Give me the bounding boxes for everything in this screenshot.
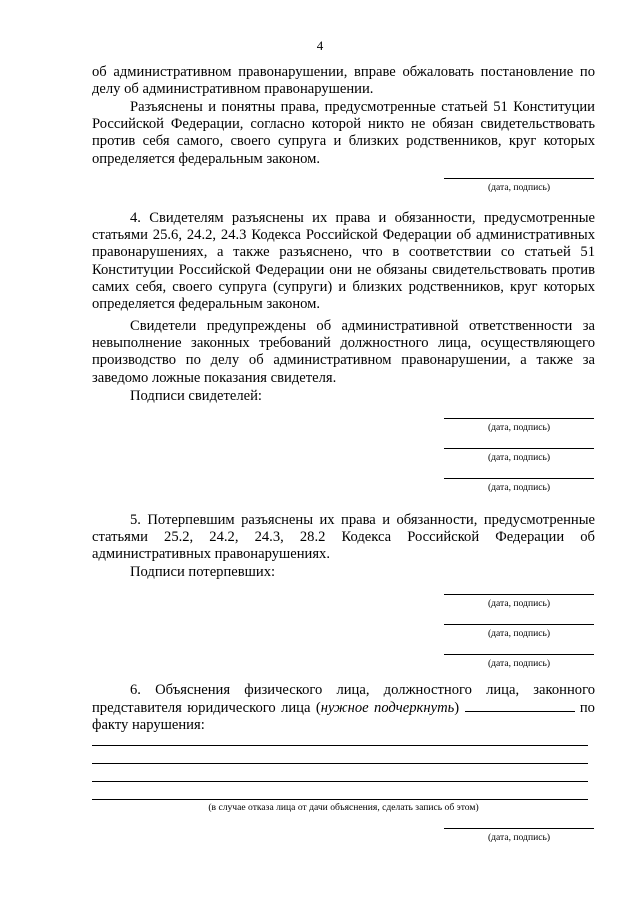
victim-signature-line-2 — [444, 624, 594, 625]
section-6-text-end: по факту нарушения: — [92, 700, 595, 734]
page-number: 4 — [316, 38, 324, 53]
explanation-line-1[interactable] — [92, 745, 588, 746]
section-5-paragraph: 5. Потерпевшим разъяснены их права и обязанности, предусмотренные статьями 25.2, 24.2, 24.3, 28.2 Кодекса Российской Федерации об административных правонарушениях. — [92, 512, 595, 563]
victim-signature-line-1 — [444, 594, 594, 595]
explanation-line-3[interactable] — [92, 781, 588, 782]
explanation-line-4[interactable] — [92, 799, 588, 800]
witness-signature-caption-2: (дата, подпись) — [487, 452, 551, 463]
witness-signature-caption-1: (дата, подпись) — [487, 422, 551, 433]
explanation-signature-line — [444, 828, 594, 829]
victim-signatures-label: Подписи потерпевших: — [130, 564, 276, 580]
witness-signature-line-3 — [444, 478, 594, 479]
witness-warning-paragraph: Свидетели предупреждены об административной ответственности за невыполнение законных требований должностного лица, осуществляющего производство по делу об административном правонарушении, а также за заведомо ложные показания свидетеля. — [92, 318, 595, 386]
section-4-paragraph: 4. Свидетелям разъяснены их права и обязанности, предусмотренные статьями 25.6, 24.2, 24.3 Кодекса Российской Федерации об административных правонарушениях, а также разъяснено, что в соответствии со статьей 51 Конституции Российской Федерации они не обязаны свидетельствовать против самих себя, своего супруга (супруги) и близких родственников, круг которых определяется федеральным законом. — [92, 210, 595, 313]
section-6-text-mid: ) — [454, 700, 465, 717]
signature-caption: (дата, подпись) — [487, 182, 551, 193]
witness-signature-line-1 — [444, 418, 594, 419]
witness-signatures-label: Подписи свидетелей: — [130, 388, 262, 404]
continuation-text: об административном правонарушении, вправе обжаловать постановление по делу об административном правонарушении. — [92, 64, 595, 98]
refusal-caption: (в случае отказа лица от дачи объяснения, сделать запись об этом) — [208, 802, 479, 813]
rights-paragraph: Разъяснены и понятны права, предусмотренные статьей 51 Конституции Российской Федерации, согласно которой никто не обязан свидетельствовать против себя самого, своего супруга и близких родственников, круг которых определяется федеральным законом. — [92, 99, 595, 167]
section-6-text-start: 6. Объяснения физического лица, должностного лица, законного представителя юридического лица ( — [92, 682, 595, 717]
victim-signature-line-3 — [444, 654, 594, 655]
section-6-emphasis: нужное подчеркнуть — [320, 700, 455, 717]
section-6-paragraph — [92, 682, 595, 735]
explanation-signature-caption: (дата, подпись) — [487, 832, 551, 843]
explanation-line-2[interactable] — [92, 763, 588, 764]
victim-signature-caption-1: (дата, подпись) — [487, 598, 551, 609]
victim-signature-caption-3: (дата, подпись) — [487, 658, 551, 669]
witness-signature-caption-3: (дата, подпись) — [487, 482, 551, 493]
signature-line — [444, 178, 594, 179]
victim-signature-caption-2: (дата, подпись) — [487, 628, 551, 639]
section-6-blank-line[interactable] — [465, 699, 575, 712]
witness-signature-line-2 — [444, 448, 594, 449]
